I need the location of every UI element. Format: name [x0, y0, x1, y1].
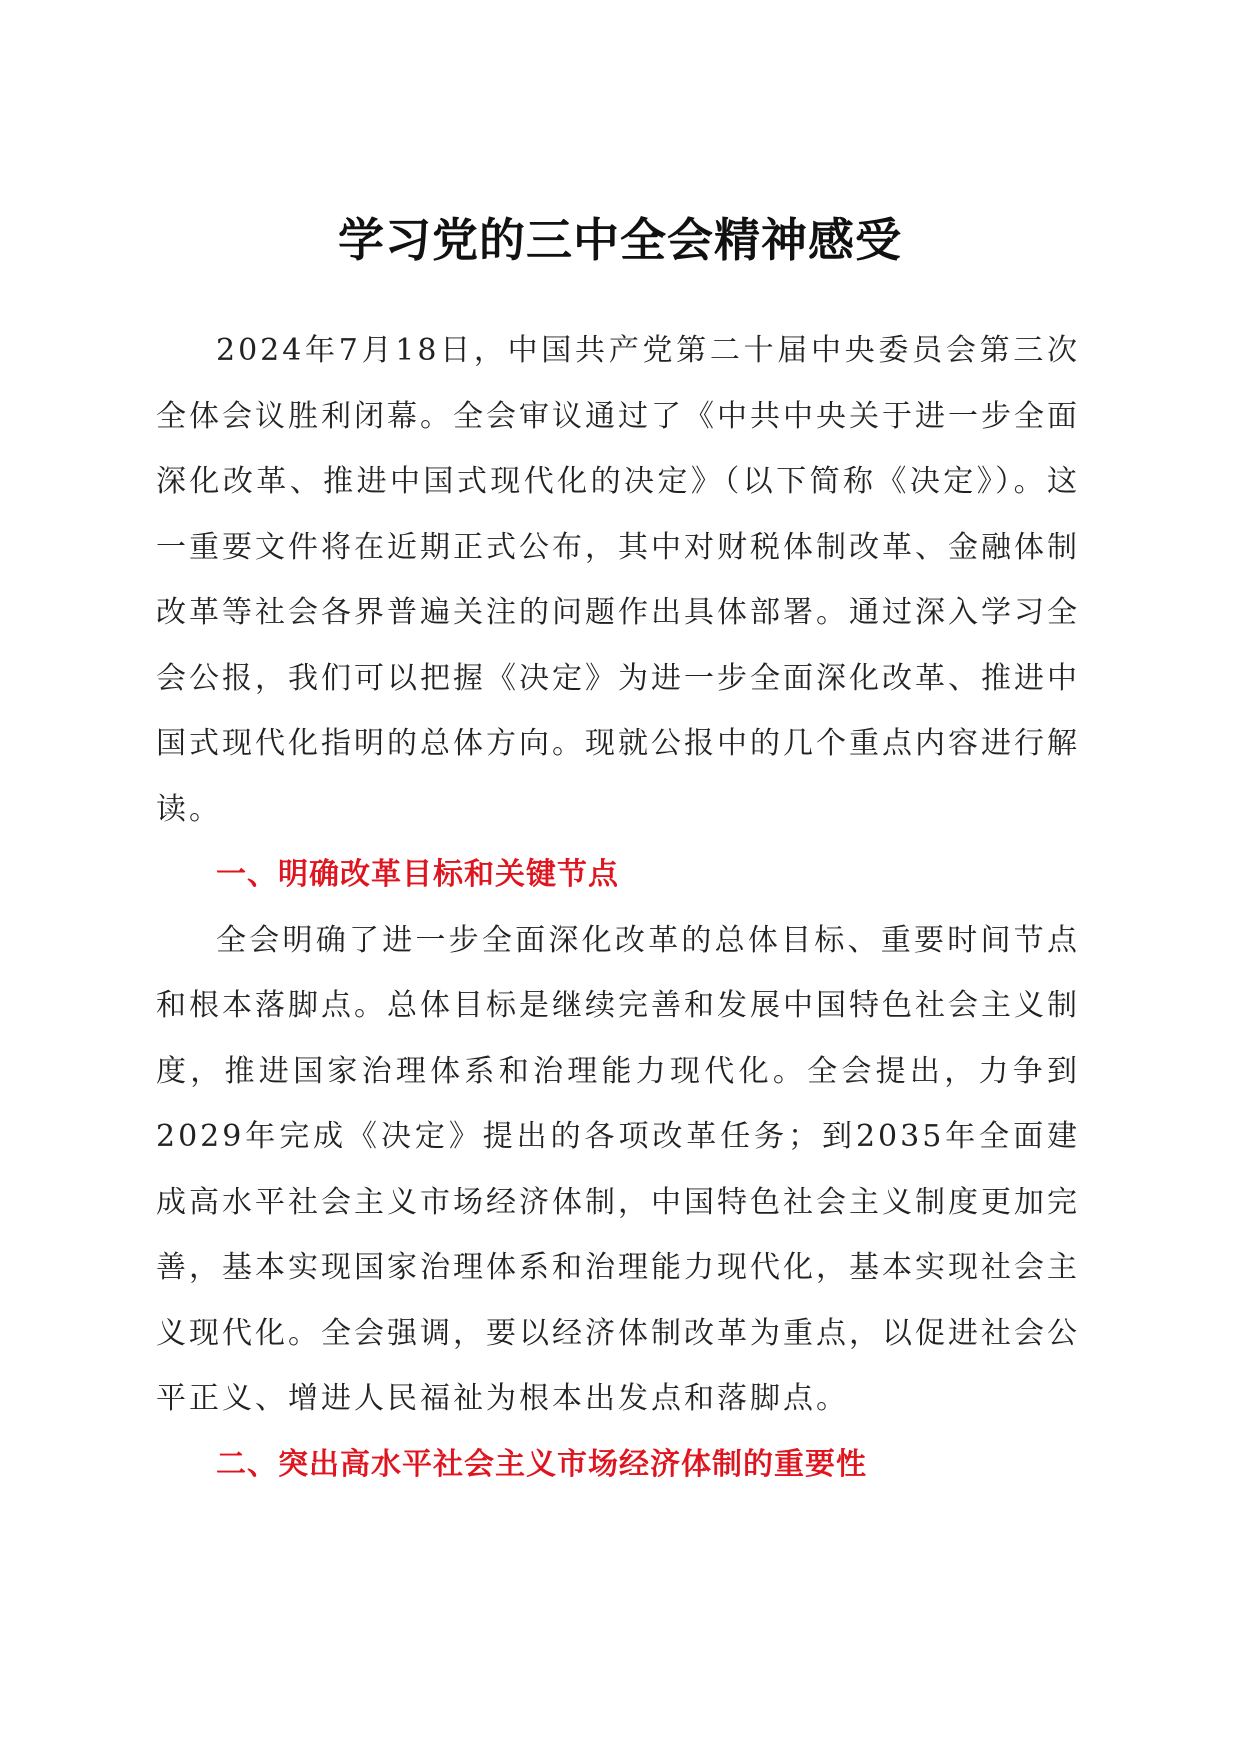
section-heading-2: 二、突出高水平社会主义市场经济体制的重要性 — [216, 1446, 867, 1482]
document-body — [156, 318, 1080, 1497]
paragraph-intro: 2024年7月18日，中国共产党第二十届中央委员会第三次全体会议胜利闭幕。全会审议通过了《中共中央关于进一步全面深化改革、推进中国式现代化的决定》（以下简称《决定》）。这一重要文件将在近期正式公布，其中对财税体制改革、金融体制改革等社会各界普遍关注的问题作出具体部署。通过深入学习全会公报，我们可以把握《决定》为进一步全面深化改革、推进中国式现代化指明的总体方向。现就公报中的几个重点内容进行解读。 — [156, 333, 1080, 827]
document-title: 学习党的三中全会精神感受 — [338, 213, 902, 267]
section-heading-1: 一、明确改革目标和关键节点 — [216, 857, 619, 892]
paragraph-reform-goals: 全会明确了进一步全面深化改革的总体目标、重要时间节点和根本落脚点。总体目标是继续完善和发展中国特色社会主义制度，推进国家治理体系和治理能力现代化。全会提出，力争到2029年完成《决定》提出的各项改革任务；到2035年全面建成高水平社会主义市场经济体制，中国特色社会主义制度更加完善，基本实现国家治理体系和治理能力现代化，基本实现社会主义现代化。全会强调，要以经济体制改革为重点，以促进社会公平正义、增进人民福祉为根本出发点和落脚点。 — [156, 922, 1080, 1416]
